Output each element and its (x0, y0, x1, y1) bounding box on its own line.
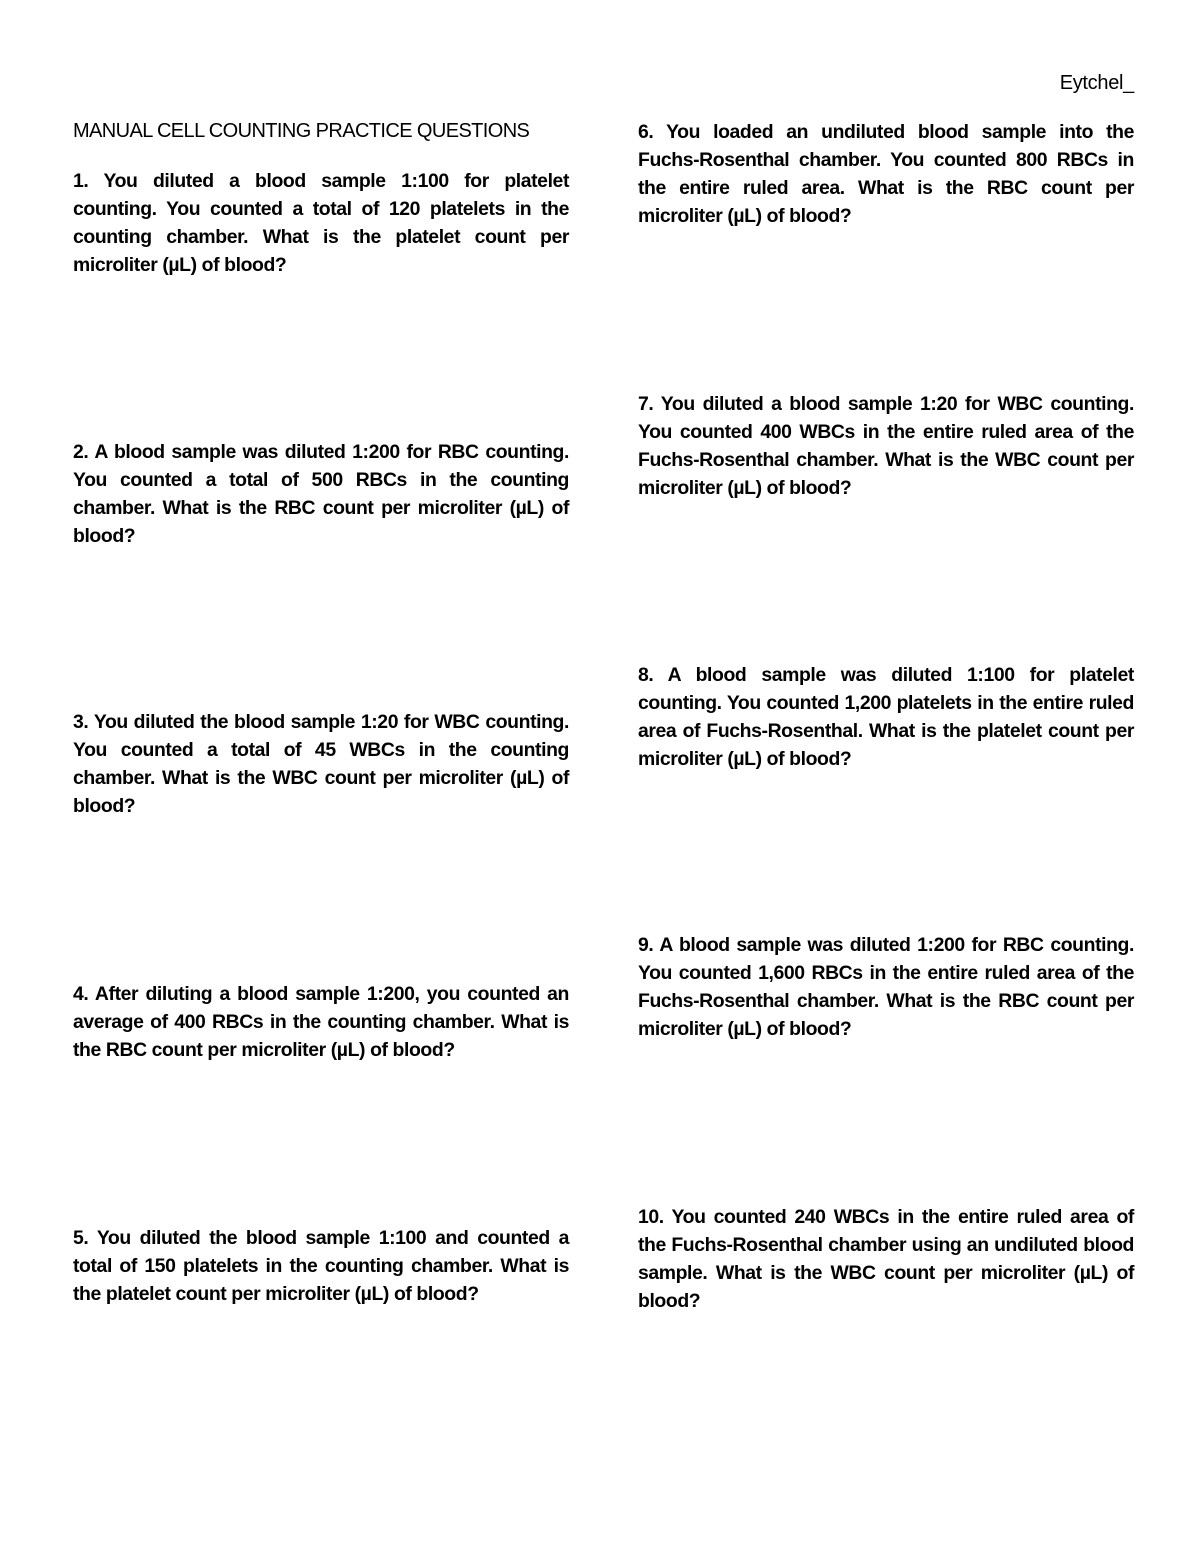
author-name: Eytchel_ (1059, 72, 1134, 94)
question-5: 5. You diluted the blood sample 1:100 and counted a total of 150 platelets in the counting chamber. What is the platelet count per microliter (µL) of blood? (73, 1227, 569, 1305)
question-8: 8. A blood sample was diluted 1:100 for platelet counting. You counted 1,200 platelets in the entire ruled area of Fuchs-Rosenthal. What is the platelet count per microliter (µL) of blood? (638, 664, 1134, 770)
question-4: 4. After diluting a blood sample 1:200, you counted an average of 400 RBCs in the counting chamber. What is the RBC count per microliter (µL) of blood? (73, 983, 569, 1061)
question-2: 2. A blood sample was diluted 1:200 for RBC counting. You counted a total of 500 RBCs in the counting chamber. What is the RBC count per microliter (µL) of blood? (73, 441, 569, 547)
question-10: 10. You counted 240 WBCs in the entire ruled area of the Fuchs-Rosenthal chamber using an undiluted blood sample. What is the WBC count per microliter (µL) of blood? (638, 1206, 1134, 1312)
question-7: 7. You diluted a blood sample 1:20 for WBC counting. You counted 400 WBCs in the entire ruled area of the Fuchs-Rosenthal chamber. What is the WBC count per microliter (µL) of blood? (638, 393, 1134, 499)
question-6: 6. You loaded an undiluted blood sample into the Fuchs-Rosenthal chamber. You counted 800 RBCs in the entire ruled area. What is the RBC count per microliter (µL) of blood? (638, 121, 1134, 227)
question-9: 9. A blood sample was diluted 1:200 for RBC counting. You counted 1,600 RBCs in the entire ruled area of the Fuchs-Rosenthal chamber. What is the RBC count per microliter (µL) of blood? (638, 934, 1134, 1040)
question-3: 3. You diluted the blood sample 1:20 for WBC counting. You counted a total of 45 WBCs in the counting chamber. What is the WBC count per microliter (µL) of blood? (73, 711, 569, 817)
question-1: 1. You diluted a blood sample 1:100 for platelet counting. You counted a total of 120 platelets in the counting chamber. What is the platelet count per microliter (µL) of blood? (73, 170, 569, 276)
page-title: MANUAL CELL COUNTING PRACTICE QUESTIONS (73, 120, 530, 142)
